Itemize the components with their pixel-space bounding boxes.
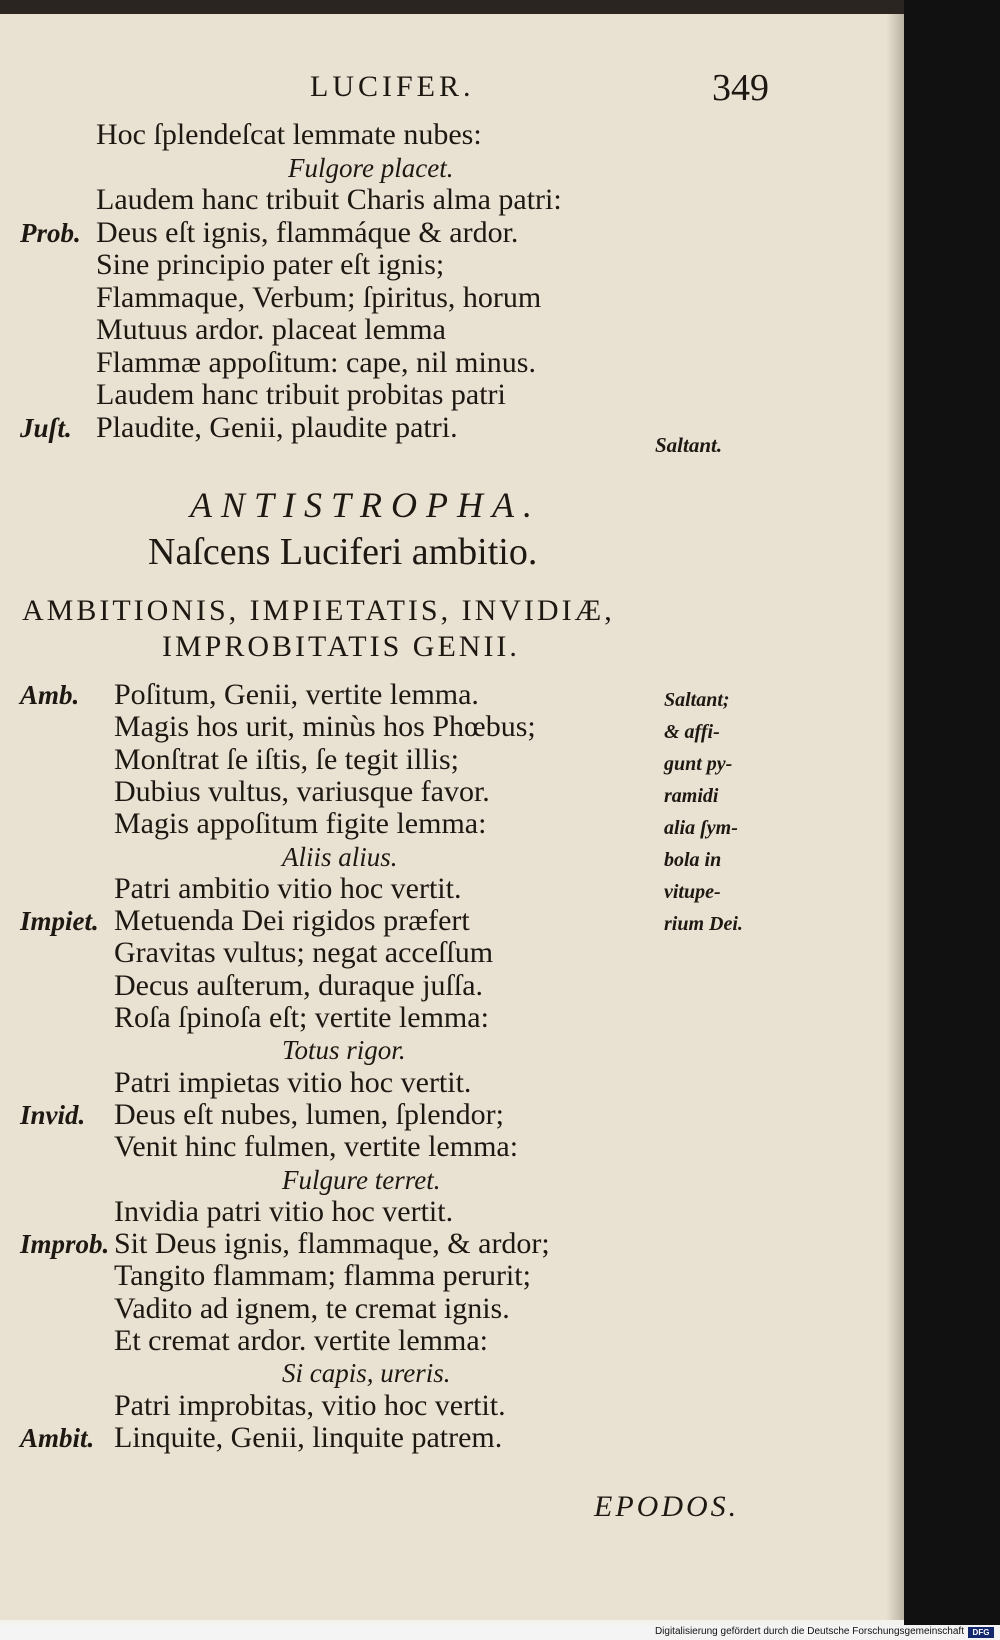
verse-line: Metuenda Dei rigidos præfert xyxy=(114,904,470,938)
margin-note-line: Saltant; xyxy=(664,689,730,711)
speaker-label: Amb. xyxy=(20,680,80,710)
verse-line: Roſa ſpinoſa eſt; vertite lemma: xyxy=(114,1001,489,1034)
verse-line: Linquite, Genii, linquite patrem. xyxy=(114,1420,503,1454)
book-side-edge xyxy=(904,0,1000,1625)
book-top-edge xyxy=(0,0,904,14)
verse-line: Poſitum, Genii, vertite lemma. xyxy=(114,678,479,711)
book-page xyxy=(0,14,904,1620)
characters-line-2: IMPROBITATIS GENII. xyxy=(162,630,520,663)
speaker-label: Prob. xyxy=(20,217,81,248)
verse-line: Laudem hanc tribuit Charis alma patri: xyxy=(96,183,562,216)
section-title: ANTISTROPHA. xyxy=(190,485,541,525)
speaker-label: Invid. xyxy=(20,1099,86,1130)
verse-line: Venit hinc fulmen, vertite lemma: xyxy=(114,1130,519,1164)
margin-note-saltant: Saltant. xyxy=(655,433,723,457)
verse-line: Invidia patri vitio hoc vertit. xyxy=(114,1194,454,1228)
margin-note-line: ramidi xyxy=(664,785,719,807)
lemma-line: Totus rigor. xyxy=(282,1035,406,1066)
verse-line: Dubius vultus, variusque favor. xyxy=(114,774,490,808)
characters-line-1: AMBITIONIS, IMPIETATIS, INVIDIÆ, xyxy=(22,594,615,627)
speaker-label: Ambit. xyxy=(20,1422,95,1453)
lemma-line: Fulgure terret. xyxy=(282,1164,441,1195)
speaker-label: Impiet. xyxy=(20,906,99,937)
margin-note-line: rium Dei. xyxy=(664,913,743,935)
footer-credit: Digitalisierung gefördert durch die Deutsche Forschungsgemeinschaft xyxy=(654,1626,964,1637)
page-number: 349 xyxy=(712,67,769,109)
verse-line: Patri impietas vitio hoc vertit. xyxy=(114,1065,472,1099)
page-gutter-shadow xyxy=(886,14,904,1620)
verse-line: Flammæ appoſitum: cape, nil minus. xyxy=(96,345,536,379)
verse-line: Sit Deus ignis, flammaque, & ardor; xyxy=(114,1227,550,1261)
verse-line: Sine principio pater eſt ignis; xyxy=(96,248,445,281)
verse-line: Magis hos urit, minùs hos Phœbus; xyxy=(114,710,536,744)
verse-line: Gravitas vultus; negat acceſſum xyxy=(114,936,494,970)
dfg-logo: DFG xyxy=(968,1627,994,1638)
catchword: EPODOS. xyxy=(594,1490,740,1523)
verse-line: Flammaque, Verbum; ſpiritus, horum xyxy=(96,280,542,314)
lemma-line: Aliis alius. xyxy=(282,841,398,872)
verse-line: Tangito flammam; flamma perurit; xyxy=(114,1259,531,1293)
running-head: LUCIFER. xyxy=(310,70,475,103)
speaker-label: Juſt. xyxy=(20,412,72,443)
verse-line: Deus eſt nubes, lumen, ſplendor; xyxy=(114,1097,504,1131)
verse-line: Et cremat ardor. vertite lemma: xyxy=(114,1324,489,1357)
verse-line: Monſtrat ſe iſtis, ſe tegit illis; xyxy=(114,742,459,776)
speaker-label: Improb. xyxy=(20,1229,110,1260)
verse-line: Hoc ſplendeſcat lemmate nubes: xyxy=(96,118,482,151)
verse-line: Mutuus ardor. placeat lemma xyxy=(96,313,446,346)
margin-note-stage-direction xyxy=(664,684,743,940)
margin-note-line: & affi- xyxy=(664,721,720,743)
verse-line: Patri ambitio vitio hoc vertit. xyxy=(114,871,462,905)
verse-line: Patri improbitas, vitio hoc vertit. xyxy=(114,1388,506,1422)
margin-note-line: bola in xyxy=(664,849,722,871)
verse-line: Magis appoſitum figite lemma: xyxy=(114,807,487,841)
section-subtitle: Naſcens Luciferi ambitio. xyxy=(148,531,538,573)
verse-line: Deus eſt ignis, flammáque & ardor. xyxy=(96,215,519,249)
verse-line: Vadito ad ignem, te cremat ignis. xyxy=(114,1291,510,1325)
lemma-line: Fulgore placet. xyxy=(288,152,454,183)
margin-note-line: alia ſym- xyxy=(664,817,738,839)
verse-line: Decus auſterum, duraque juſſa. xyxy=(114,968,484,1002)
verse-line: Plaudite, Genii, plaudite patri. xyxy=(96,410,458,444)
verse-line: Laudem hanc tribuit probitas patri xyxy=(96,378,506,411)
margin-note-line: vitupe- xyxy=(664,881,721,903)
margin-note-line: gunt py- xyxy=(664,753,733,775)
lemma-line: Si capis, ureris. xyxy=(282,1358,451,1389)
